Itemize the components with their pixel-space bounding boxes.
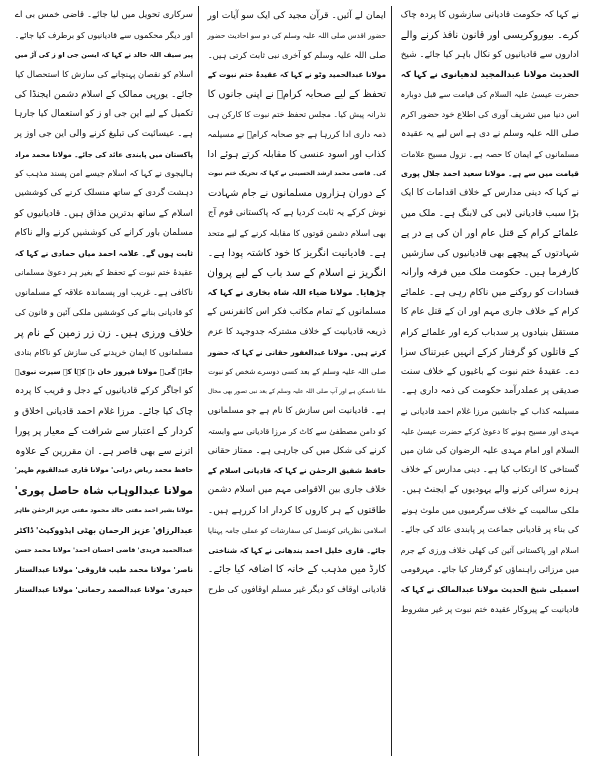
text-line: کارڈ میں مذہب کے خانہ کا اضافہ کیا جائے۔	[207, 564, 386, 576]
text-line: نے کہا کہ دینی مدارس کے خلاف اقدامات کا ایک	[400, 188, 579, 199]
text-line: قیامت میں سے ہے۔ مولانا سعید احمد جلال پوری	[401, 169, 579, 179]
text-line: اسلامی نظریاتی کونسل کی سفارشات کو عملی جامہ پہنایا	[207, 525, 386, 535]
text-line: مولانا عبدالحمید وٹو نے کہا کہ عقیدۂ ختم نبوت کے	[207, 70, 386, 80]
text-line: حافظ محمد ریاض درانی' مولانا قاری عبدالقیوم ظہیر'	[14, 466, 193, 475]
text-line: ہے۔ قادیانیت اس سازش کا نام ہے جو مسلمانوں	[207, 405, 386, 416]
text-line: کارفرما ہیں۔ حکومت ملک میں فرقہ وارانہ	[400, 267, 579, 279]
text-line: فسادات کو روکنے میں ناکام رہی ہے۔ علمائے	[400, 287, 579, 299]
text-line: کرتے ہیں۔ مولانا عبدالغفور حقانی نے کہا کہ حضور	[207, 347, 386, 357]
text-line: عقیدۂ ختم نبوت کے تحفظ کے بغیر ہر دعویٰ مسلمانی	[14, 268, 193, 278]
text-line: جائے گی۔ مولانا فیروز خان نے کہا کہ سیرت نبویؐ	[15, 367, 193, 377]
text-line: میں مرزائی راہنماؤں کو گرفتار کیا جائے۔ مہرقومی	[400, 564, 579, 575]
text-line: مولانا عبدالوہاب شاہ حاصل پوری'	[14, 484, 193, 498]
text-line: صلی اللہ علیہ وسلم نے دی ہے اس لیے یہ عقیدہ	[401, 128, 579, 139]
text-line: ملکی سالمیت کے خلاف سرگرمیوں میں ملوث ہونے	[401, 504, 579, 515]
text-line: قادیانی اوقاف کو دیگر غیر مسلم اوقافوں کی طرح	[208, 584, 386, 595]
text-line: تحفظ کے لیے صحابہ کرامؓ نے اپنی جانوں کا	[207, 89, 386, 101]
text-line: کرام کے خلاف جاری مہم اور ان کے قتل عام کا	[400, 306, 579, 317]
text-line: ذمہ داری ادا کررہا ہے جو صحابہ کرامؓ نے مسیلمہ	[207, 128, 386, 139]
text-line: صدیقی پر عملدرآمد حکومت کی ذمہ داری ہے۔	[401, 386, 579, 397]
text-line: کی۔ قاضی محمد ارشد الحسینی نے کہا کہ تحریک ختم نبوت	[207, 170, 386, 178]
column-middle	[199, 6, 392, 756]
text-line: ذریعہ قادیانیت کے خلاف مشترکہ جدوجہد کا عزم	[207, 326, 386, 337]
text-line: ہرزہ سرائی کرنے والے یہودیوں کے ایجنٹ ہیں۔	[401, 485, 579, 496]
text-line: اسلام کے ساتھ بدترین مذاق ہیں۔ قادیانیوں کو	[14, 207, 193, 219]
text-line: شہادتوں کے پیچھے بھی قادیانیوں کی سازشیں	[401, 247, 579, 259]
text-line: بھی اسلام دشمن قوتوں کا مقابلہ کرنے کے لیے متحد	[207, 227, 386, 238]
text-line: السلام اور امام مہدی علیہ الرضوان کی شان میں	[400, 445, 579, 456]
text-line: مسلمان باور کرانے کی کوششیں کرنے والے ناکام	[14, 227, 193, 238]
text-line: کے قاتلوں کو گرفتار کرکے انہیں عبرتناک سزا	[400, 346, 579, 358]
text-line: حضور اقدس صلی اللہ علیہ وسلم کی دو سو احادیث حضور	[207, 30, 386, 40]
text-line: اترنے سے بھی قاصر ہے۔ ان مقررین کے علاوہ	[15, 445, 193, 457]
text-line: حیدری' مولانا عبدالصمد رحمانی' مولانا عبدالستار	[14, 585, 193, 595]
text-line: ہے۔ عیسائیت کی تبلیغ کرنے والی این جی اوز پر	[14, 128, 193, 139]
text-line: دہشت گردی کے ساتھ منسلک کرنے کی کوششیں	[14, 188, 193, 199]
text-line: ایمان لے آئیں۔ قرآن مجید کی ایک سو آیات اور	[207, 10, 386, 21]
text-line: مولانا بشیر احمد مفتی خالد محمود مفتی عزیز الرحمٰن طاہر	[14, 506, 193, 514]
text-line: نے کہا کہ حکومت قادیانی سازشوں کا پردہ چاک	[400, 10, 579, 20]
text-line: کو اجاگر کرکے قادیانیوں کے دجل و فریب کا پردہ	[14, 386, 193, 397]
text-line: پاکستان میں پابندی عائد کی جائے۔ مولانا محمد مراد	[14, 149, 193, 159]
text-line: اسلام کو نقصان پہنچانے کی سازش کا استحصال کیا	[15, 69, 193, 80]
text-line: انگریز نے اسلام کے سد باب کے لیے پروان	[207, 266, 386, 280]
column-right	[392, 6, 584, 756]
text-line: حضرت عیسیٰ علیہ السلام کی قیامت سے قبل دوبارہ	[400, 89, 579, 100]
text-line: حافظ شفیق الرحمٰن نے کہا کہ قادیانی اسلام کے	[207, 466, 386, 476]
text-line: جائے۔ قاری خلیل احمد بندھانی نے کہا کہ شناختی	[208, 545, 386, 555]
text-line: کرے۔ بیوروکریسی اور قانون نافذ کرنے والے	[400, 29, 579, 41]
text-line: الحدیث مولانا عبدالمجید لدھیانوی نے کہا کہ	[400, 69, 579, 80]
text-line: کو قادیانی بنانے کی کوششیں ملکی آئین و قانون کی	[14, 306, 193, 317]
text-line: بڑا سبب قادیانی لابی کی لابنگ ہے۔ ملک میں	[400, 207, 579, 219]
text-line: خلاف جاری بین الاقوامی مہم میں اسلام دشمن	[207, 485, 386, 496]
text-line: صلی اللہ علیہ وسلم کے بعد کسی دوسرے شخص کو نبوت	[208, 367, 386, 377]
text-line: اسمبلی شیخ الحدیث مولانا عبدالمالک نے کہا کہ	[400, 585, 579, 595]
text-line: اسلام اور پاکستانی آئین کی کھلی خلاف ورزی کے جرم	[400, 545, 579, 555]
text-line: نذرانہ پیش کیا۔ مجلس تحفظ ختم نبوت کا کارکن ہی	[207, 109, 386, 119]
text-line: ہالیجوی نے کہا کہ اسلام جیسے امن پسند مذہب کو	[15, 168, 193, 179]
text-line: چاک کیا جائے۔ مرزا غلام احمد قادیانی اخلاق و	[14, 405, 193, 417]
text-line: ہے۔ قادیانیت انگریز کا خود کاشتہ پودا ہے۔	[207, 247, 386, 259]
text-line: صلی اللہ علیہ وسلم کو آخری نبی ثابت کرتی ہیں۔	[207, 49, 386, 60]
text-line: گستاخی کا ارتکاب کیا ہے۔ دینی مدارس کے خلاف	[400, 465, 579, 476]
text-line: مہدی اور مسیح ہونے کا دعویٰ کرکے حضرت عیسیٰ علیہ	[400, 426, 579, 436]
text-line: ملنا ناممکن ہے اور آپ صلی اللہ علیہ وسلم کے بعد نبی تصور بھی محال	[207, 388, 386, 396]
text-line: کی بناء پر قادیانی جماعت پر پابندی عائد کی جائے۔	[400, 524, 579, 535]
text-line: سرکاری تحویل میں لیا جائے۔ قاضی خمس بی اے	[14, 10, 193, 20]
text-line: کے دوران ہزاروں مسلمانوں نے جام شہادت	[207, 188, 386, 200]
text-line: طاقتوں کے ہر کاروں کا کردار ادا کررہے ہیں۔	[207, 504, 386, 516]
text-line: کو دامن مصطفیٰ سے کاٹ کر مرزا قادیانی سے وابستہ	[207, 426, 386, 436]
text-line: کذاب اور اسود عنسی کا مقابلہ کرتے ہوئے ادا	[207, 148, 386, 160]
text-line: اور دیگر محکموں سے قادیانیوں کو برطرف کیا جائے۔	[14, 29, 193, 40]
text-line: مسلمانوں کا ایمان خریدنے کی سازش کو ناکام بنادی	[14, 346, 193, 357]
text-line: مسیلمہ کذاب کے جانشین مرزا غلام احمد قادیانی نے	[400, 405, 579, 416]
text-line: کردار کے اعتبار سے شرافت کے معیار پر پورا	[14, 425, 193, 437]
text-line: مستقل بنیادوں پر سدباب کرے اور علمائے کرام	[400, 326, 579, 338]
text-line: ناکافی ہے۔ غریب اور پسماندہ علاقہ کے مسلمانوں	[15, 287, 193, 298]
text-line: خلاف ورزی ہیں۔ زن زر زمین کے نام پر	[14, 325, 193, 339]
text-line: ثابت ہوں گے۔ علامہ احمد میاں حمادی نے کہا کہ	[14, 248, 193, 258]
text-line: نوش کرکے یہ ثابت کردیا ہے کہ پاکستانی قوم آج	[207, 207, 386, 218]
text-line: دے۔ عقیدۂ ختم نبوت کے باغیوں کے خلاف سنت	[400, 366, 579, 378]
text-line: جائے۔ یورپی ممالک کے اسلام دشمن ایجنڈا کی	[14, 89, 193, 101]
text-line: اس دنیا میں تشریف آوری کی اطلاع خود حضور اکرم	[400, 108, 579, 119]
text-line: چڑھایا۔ مولانا ضیاء اللہ شاہ بخاری نے کہا کہ	[207, 287, 386, 298]
text-line: ناصر' مولانا محمد طیب فاروقی' مولانا عبدالستار	[15, 565, 193, 575]
text-line: کرنے کی شکل میں کی جارہی ہے۔ ممتاز حقانی	[207, 445, 386, 456]
text-line: عبدالحمید فریدی' قاضی احسان احمد' مولانا محمد حسن	[14, 545, 193, 554]
text-line: مسلمانوں کے تمام مکاتب فکر اس کانفرنس کے	[207, 306, 386, 317]
text-line: مسلمانوں کے ایمان کا حصہ ہے۔ نزول مسیح علامات	[401, 148, 579, 159]
text-line: تکمیل کے لیے این جی او ز کو استعمال کیا جارہا	[14, 108, 193, 119]
text-line: عبدالرزاق' عزیز الرحمان بھٹی ایڈووکیٹ' ڈاکٹر	[14, 525, 193, 535]
column-left	[6, 6, 199, 756]
text-line: پیر سیف اللہ خالد نے کہا کہ ایسن جی او ز کی آڑ میں	[14, 50, 193, 59]
text-line: علمائے کرام کے قتل عام اور ان کی پے در پے	[400, 227, 579, 239]
text-line: قادیانیت کے پیروکار عقیدہ ختم نبوت پر غیر مشروط	[400, 603, 579, 614]
text-line: اداروں سے قادیانیوں کو نکال باہر کیا جائے۔ شیخ	[400, 49, 579, 60]
